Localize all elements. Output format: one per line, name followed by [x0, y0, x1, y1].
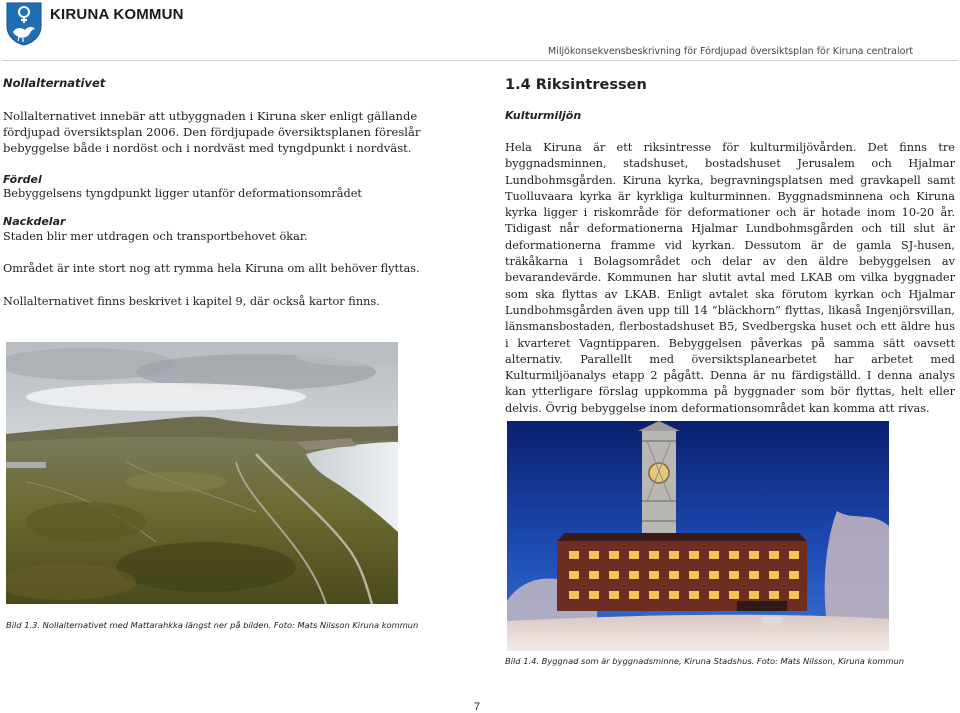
fordel-heading: Fördel: [3, 173, 42, 186]
document-title: Miljökonsekvensbeskrivning för Fördjupad översiktsplan för Kiruna centralort: [548, 46, 914, 57]
nackdel-heading: Nackdelar: [3, 215, 66, 228]
page-number: 7: [474, 701, 481, 713]
subsection-title: Kulturmiljön: [505, 109, 582, 122]
nackdel-text: Staden blir mer utdragen och transportbehovet ökar.: [3, 230, 308, 243]
city-hall-night-photo: [507, 421, 889, 651]
figure-caption-2: Bild 1.4. Byggnad som är byggnadsminne, Kiruna Stadshus. Foto: Mats Nilsson, Kiruna kommun: [505, 656, 905, 666]
kulturmiljo-paragraph: Hela Kiruna är ett riksintresse för kulturmiljövården. Det finns tre byggnadsminnen, stadshuset, bostadshuset Jerusalem och Hjalmar Lundbohmsgården. Kiruna kyrka, begravningsplatsen med gravkapell samt Tuolluvaara kyrka är kyrkliga kulturminnen. Byggnadsminnena och Kiruna kyrka ligger i riskområde för deformationer och är hotade inom 10-20 år. Tidigast når deformationerna Hjalmar Lundbohmsgården och till slut är deformationerna framme vid kyrkan. Dessutom är de gamla SJ-husen, träkåkarna i Bolagsområdet och delar av den äldre bebyggelsen av bevarandevärde. Kommunen har slutit avtal med LKAB om vilka byggnader som ska flyttas av LKAB. Enligt avtalet ska förutom kyrkan och Hjalmar Lundbohmsgården även upp till 14 ”bläckhorn” flyttas, likaså Ingenjörsvillan, länsmansbostaden, flerbostadshuset B5, Svedbergska huset och ett äldre hus i kvarteret Vagntipparen. Bebyggelsen påverkas på samma sätt oavsett alternativ. Parallellt med översiktsplanearbetet har arbetet med Kulturmiljöanalys etapp 2 pågått. Denna är nu färdigställd. I denna analys kan ytterligare förslag uppkomma på byggnader som bör flyttas, helt eller delvis. Övrig bebyggelse inom deformationsområdet kan komma att rivas.: [505, 141, 955, 415]
left-paragraph-4: Nollalternativet finns beskrivet i kapitel 9, där också kartor finns.: [3, 295, 380, 308]
organization-name: KIRUNA KOMMUN: [50, 6, 184, 23]
kiruna-coat-of-arms-icon: [6, 2, 42, 46]
left-heading: Nollalternativet: [3, 76, 106, 90]
fordel-text: Bebyggelsens tyngdpunkt ligger utanför deformationsområdet: [3, 187, 362, 200]
left-intro-paragraph: Nollalternativet innebär att utbyggnaden i Kiruna sker enligt gällande fördjupad översiktsplan 2006. Den fördjupade översiktsplanen föreslår bebyggelse både i nordöst och i nordväst med tyngdpunkt i nordväst.: [3, 109, 421, 155]
left-paragraph-3: Området är inte stort nog att rymma hela Kiruna om allt behöver flyttas.: [3, 262, 420, 275]
figure-caption-1: Bild 1.3. Nollalternativet med Mattarahkka längst ner på bilden. Foto: Mats Nilsson Kiruna kommun: [6, 620, 419, 630]
section-title: 1.4 Riksintressen: [505, 77, 647, 93]
header-divider: [2, 60, 958, 61]
aerial-landscape-photo: [6, 342, 398, 604]
